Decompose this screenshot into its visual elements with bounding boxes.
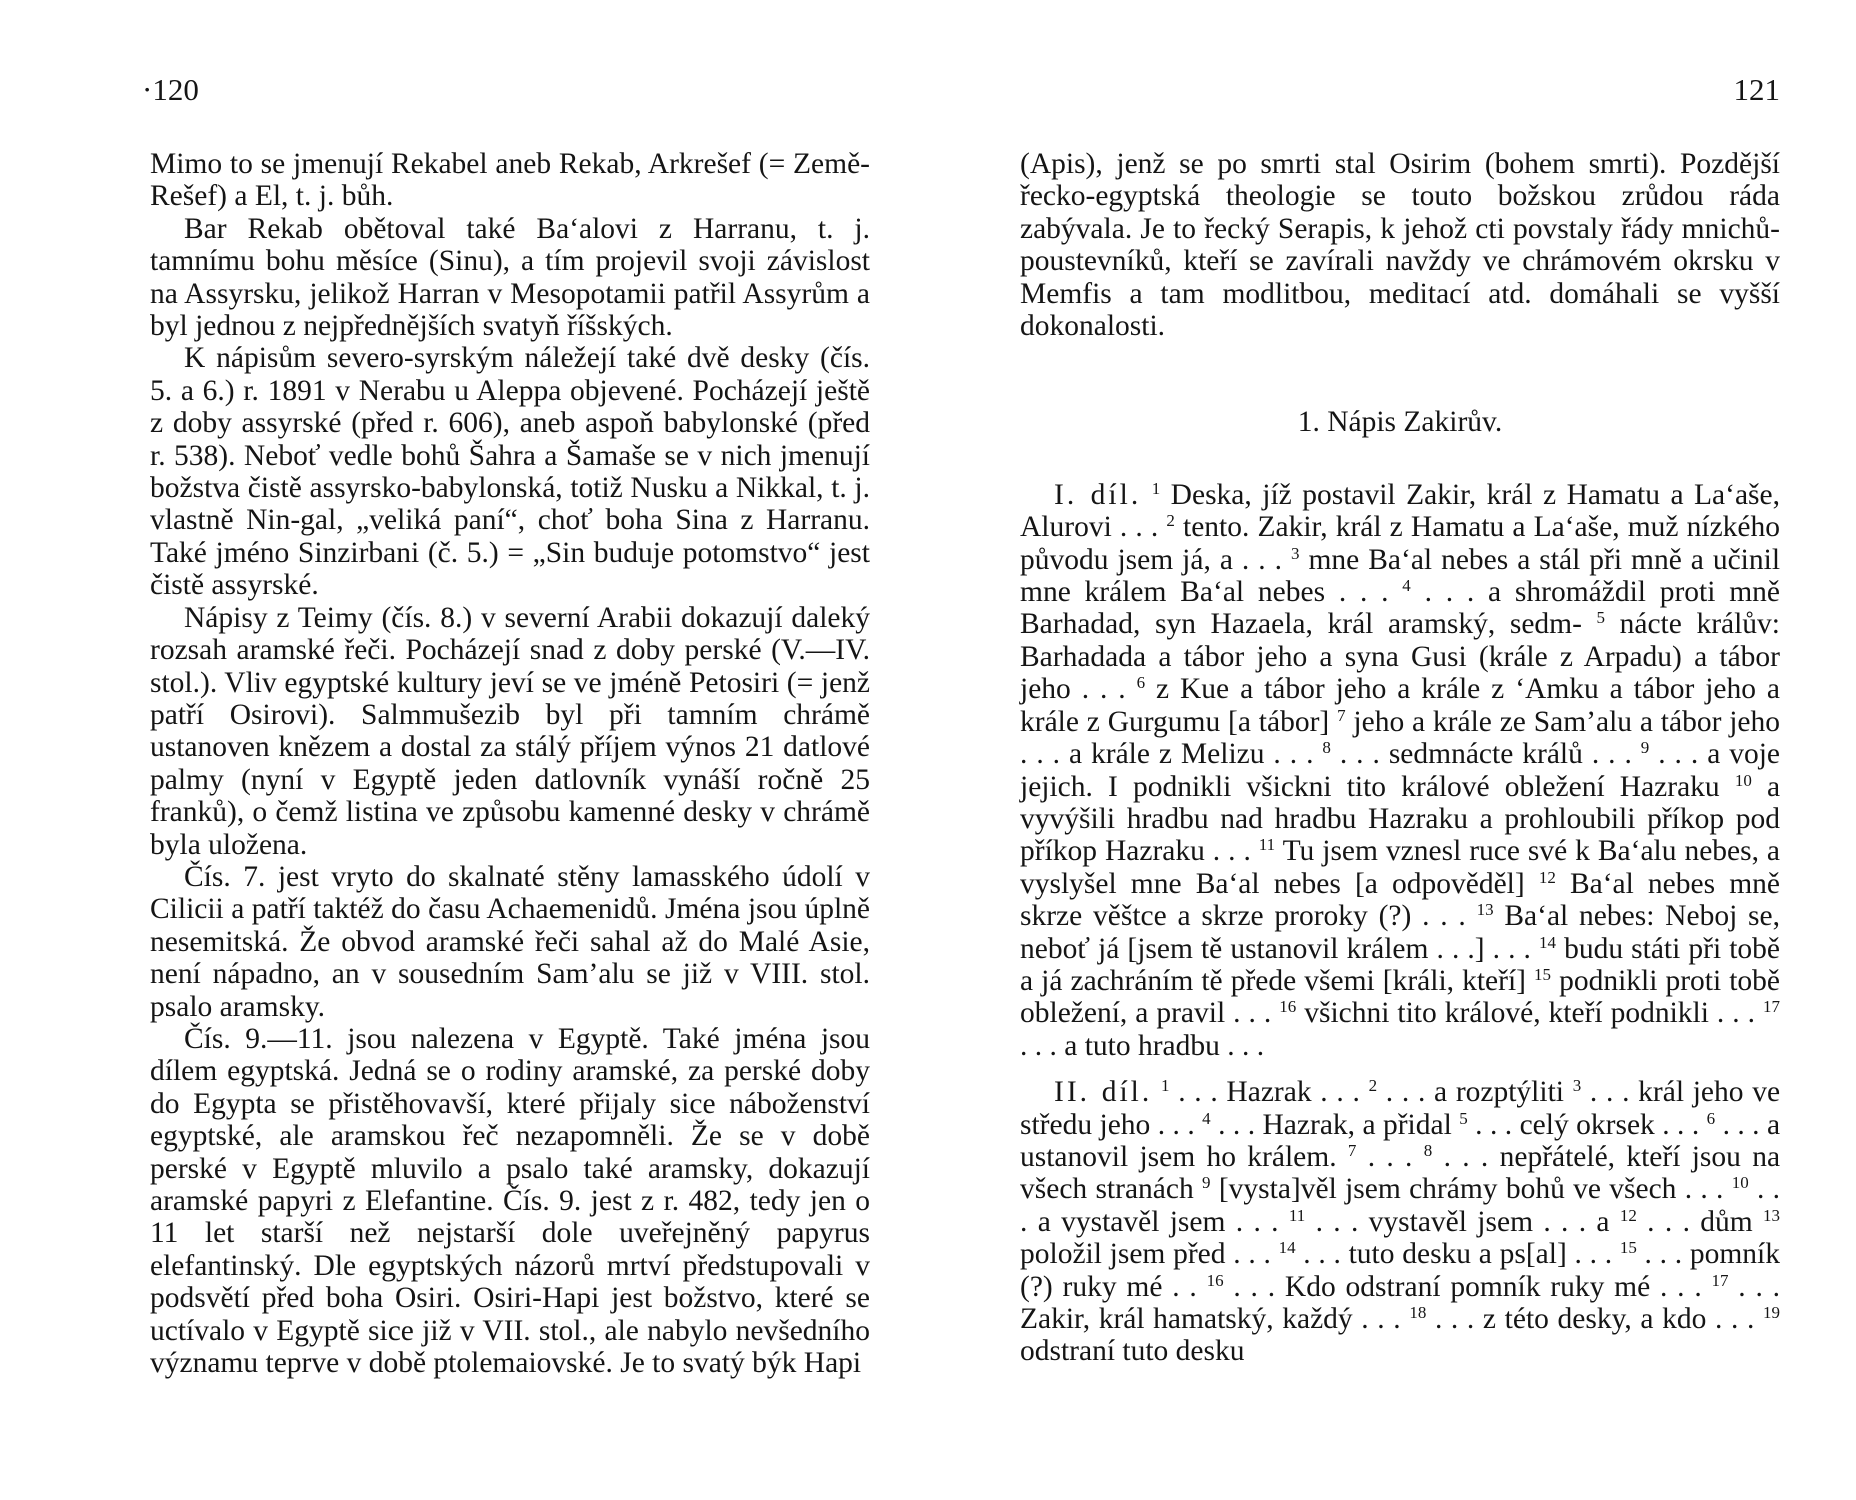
line-segment: . . . a tuto hradbu . . . — [1020, 1029, 1265, 1062]
right-page-body — [1020, 148, 1780, 1368]
line-number: 4 — [1402, 576, 1411, 596]
part-label: II. díl. — [1054, 1076, 1153, 1109]
line-segment: . . . Kdo odstraní pomník ruky mé . . . — [1233, 1270, 1702, 1303]
line-number: 14 — [1539, 932, 1557, 952]
line-number: 13 — [1476, 900, 1494, 920]
line-number: 8 — [1322, 738, 1331, 758]
line-segment: . . . a ustanovil jsem ho králem. — [1020, 1108, 1781, 1173]
line-segment: . . . král jeho ve středu jeho . . . — [1020, 1076, 1781, 1141]
line-number: 19 — [1763, 1303, 1781, 1322]
line-number: 9 — [1640, 738, 1650, 758]
section-heading: 1. Nápis Zakirův. — [1297, 406, 1503, 439]
line-number: 12 — [1619, 1205, 1637, 1225]
line-number: 6 — [1136, 673, 1146, 693]
line-segment: . . . celý okrsek . . . — [1475, 1108, 1700, 1141]
left-page-body — [150, 148, 870, 1379]
line-number: 1 — [1151, 478, 1161, 498]
line-number: 17 — [1711, 1270, 1729, 1290]
line-number: 5 — [1459, 1108, 1468, 1128]
line-segment: Tu jsem vznesl ruce své k Ba‘alu nebes, a vyslyšel mne Ba‘al nebes [a odpověděl] — [1020, 835, 1781, 900]
line-segment: . . . a voje jejich. I podnikli všickni tito králové obležení Hazraku — [1020, 738, 1781, 803]
line-number: 9 — [1202, 1173, 1211, 1193]
line-segment: . . . Hazrak, a přidal — [1218, 1108, 1452, 1141]
line-segment: všichni tito králové, kteří podnikli . . . — [1304, 997, 1756, 1030]
paragraph: Mimo to se jmenují Rekabel aneb Rekab, Arkrešef (= Země-Rešef) a El, t. j. bůh. — [150, 148, 870, 213]
line-segment: . . . z této desky, a kdo . . . — [1434, 1303, 1755, 1335]
line-segment: položil jsem před . . . — [1020, 1238, 1271, 1271]
line-segment: jeho a krále ze Sam’alu a tábor jeho . . . a krále z Melizu . . . — [1020, 705, 1781, 771]
inscription-part-1 — [1020, 479, 1780, 1062]
line-segment: . . . dům — [1647, 1205, 1753, 1238]
line-number: 8 — [1423, 1140, 1433, 1160]
line-segment: . . . pomník (?) ruky mé . . — [1020, 1238, 1780, 1303]
right-page — [1020, 0, 1780, 1500]
page-number-left: ·120 — [142, 72, 199, 107]
line-segment: [vysta]věl jsem chrámy bohů ve všech . . . — [1218, 1173, 1724, 1206]
line-number: 3 — [1572, 1076, 1582, 1096]
line-segment: odstraní tuto desku — [1020, 1335, 1245, 1368]
line-number: 10 — [1731, 1173, 1749, 1193]
line-segment: . . . a rozptýliti — [1385, 1076, 1564, 1109]
paragraph: Bar Rekab obětoval také Ba‘alovi z Harranu, t. j. tamnímu bohu měsíce (Sinu), a tím projevil svoji závislost na Assyrsku, jelikož Harran v Mesopotamii patřil Assyrům a byl jednou z nejpřednějších svatyň říšských. — [150, 212, 870, 343]
line-segment: Ba‘al nebes mně skrze věštce a skrze proroky (?) . . . — [1020, 867, 1780, 933]
line-number: 4 — [1202, 1108, 1211, 1128]
line-segment: a vyvýšili hradbu nad hradbu Hazraku a prohloubili příkop pod příkop Hazraku . . . — [1020, 770, 1781, 868]
line-number: 16 — [1206, 1270, 1224, 1290]
line-number: 5 — [1596, 608, 1606, 628]
line-number: 7 — [1347, 1140, 1357, 1160]
line-segment: . . . Hazrak . . . — [1178, 1076, 1360, 1109]
line-segment: . . . Zakir, král hamatský, každý . . . — [1020, 1270, 1781, 1335]
line-segment: mne Ba‘al nebes a stál při mně a učinil mne králem Ba‘al nebes . . . — [1020, 543, 1781, 609]
line-number: 1 — [1160, 1076, 1170, 1096]
line-segment: z Kue a tábor jeho a krále z ‘Amku a tábor jeho a krále z Gurgumu [a tábor] — [1020, 673, 1781, 738]
line-segment: . . . a vystavěl jsem . . . — [1020, 1173, 1781, 1238]
line-segment: . . . nepřátelé, kteří jsou na všech stranách — [1020, 1140, 1781, 1206]
part-label: I. díl. — [1054, 478, 1142, 511]
paragraph: Čís. 7. jest vryto do skalnaté stěny lamasského údolí v Cilicii a patří taktéž do času Achaemenidů. Jména jsou úplně nesemitská. Že obvod aramské řeči sahal až do Malé Asie, není nápadno, an v sousedním Sam’alu se již v VIII. stol. psalo aramsky. — [150, 860, 870, 1023]
line-number: 16 — [1279, 997, 1297, 1017]
line-number: 15 — [1534, 964, 1552, 984]
line-segment: . . . vystavěl jsem . . . a — [1315, 1205, 1610, 1238]
line-number: 2 — [1166, 511, 1175, 531]
page-number-right: 121 — [1733, 72, 1780, 107]
line-segment: tento. Zakir, král z Hamatu a La‘aše, muž nízkého původu jsem já, a . . . — [1020, 511, 1780, 576]
left-page — [142, 0, 870, 1500]
paragraph: Čís. 9.—11. jsou nalezena v Egyptě. Také jména jsou dílem egyptská. Jedná se o rodiny aramské, za perské doby do Egypta se přistěhovavší, které přijaly sice náboženství egyptské, ale aramskou řeč nezapomněli. Že se v době perské v Egyptě mluvilo a psalo také aramsky, dokazují aramské papyri z Elefantine. Čís. 9. jest z r. 482, tedy jen o 11 let starší než nejstarší dole uveřejněný papyrus elefantinský. Dle egyptských názorů mrtví předstupovali v podsvětí před boha Osiri. Osiri-Hapi jest božstvo, které se uctívalo v Egyptě sice již v VII. stol., ale nabylo nevšedního významu teprve v době ptolemaiovské. Je to svatý býk Hapi — [150, 1022, 870, 1380]
line-segment: Deska, jíž postavil Zakir, král z Hamatu a La‘aše, Alurovi . . . — [1020, 478, 1781, 544]
line-segment: . . . — [1367, 1140, 1413, 1173]
line-number: 17 — [1763, 997, 1780, 1017]
line-number: 11 — [1258, 835, 1276, 855]
line-segment: . . . sedmnácte králů . . . — [1339, 738, 1632, 771]
paragraph: K nápisům severo-syrským náležejí také dvě desky (čís. 5. a 6.) r. 1891 v Nerabu u Aleppa objevené. Pocházejí ještě z doby assyrské (před r. 606), aneb aspoň babylonské (před r. 538). Neboť vedle bohů Šahra a Šamaše se v nich jmenují božstva čistě assyrsko-babylonská, totiž Nusku a Nikkal, t. j. vlastně Nin-gal, „veliká paní“, choť boha Sina z Harranu. Také jméno Sinzirbani (č. 5.) = „Sin buduje potomstvo“ jest čistě assyrské. — [150, 342, 870, 602]
line-segment: nácte králův: Barhadada a tábor jeho a syna Gusi (krále z Arpadu) a tábor jeho . . . — [1020, 608, 1780, 706]
line-segment: . . . a shromáždil proti mně Barhadad, syn Hazaela, král aramský, sedm- — [1020, 576, 1781, 641]
line-number: 11 — [1288, 1205, 1306, 1225]
line-segment: . . . tuto desku a ps[al] . . . — [1303, 1238, 1613, 1271]
line-segment: podnikli proti tobě obležení, a pravil . . . — [1020, 964, 1780, 1030]
line-number: 12 — [1538, 867, 1556, 887]
inscription-part-2 — [1020, 1076, 1780, 1368]
line-segment: Ba‘al nebes: Neboj se, neboť já [jsem tě ustanovil králem . . .] . . . — [1020, 900, 1780, 965]
line-number: 10 — [1734, 770, 1752, 790]
line-segment: budu státi při tobě a já zachráním tě přede všemi [králi, kteří] — [1020, 932, 1781, 997]
line-number: 14 — [1278, 1238, 1296, 1258]
line-number: 18 — [1409, 1303, 1427, 1322]
line-number: 7 — [1337, 705, 1346, 725]
line-number: 3 — [1290, 543, 1300, 563]
paragraph: Nápisy z Teimy (čís. 8.) v severní Arabii dokazují daleký rozsah aramské řeči. Pocházejí snad z doby perské (V.—IV. stol.). Vliv egyptské kultury jeví se ve jméně Petosiri (= jenž patří Osirovi). Salmmušezib byl při tamním chrámě ustanoven knězem a dostal za stálý příjem výnos 21 datlové palmy (nyní v Egyptě jeden datlovník vynáší ročně 25 franků), o čemž listina ve způsobu kamenné desky v chrámě byla uložena. — [150, 601, 870, 861]
line-number: 6 — [1706, 1108, 1716, 1128]
intro-paragraph: (Apis), jenž se po smrti stal Osirim (bohem smrti). Pozdější řecko-egyptská theologie se touto božskou zrůdou ráda zabývala. Je to řecký Serapis, k jehož cti povstaly řády mnichů-poustevníků, kteří se zavírali navždy ve chrámovém okrsku v Memfis a tam modlitbou, meditací atd. domáhali se vyšší dokonalosti. — [1020, 148, 1780, 343]
line-number: 13 — [1763, 1205, 1781, 1225]
line-number: 15 — [1619, 1238, 1637, 1258]
line-number: 2 — [1368, 1076, 1378, 1096]
